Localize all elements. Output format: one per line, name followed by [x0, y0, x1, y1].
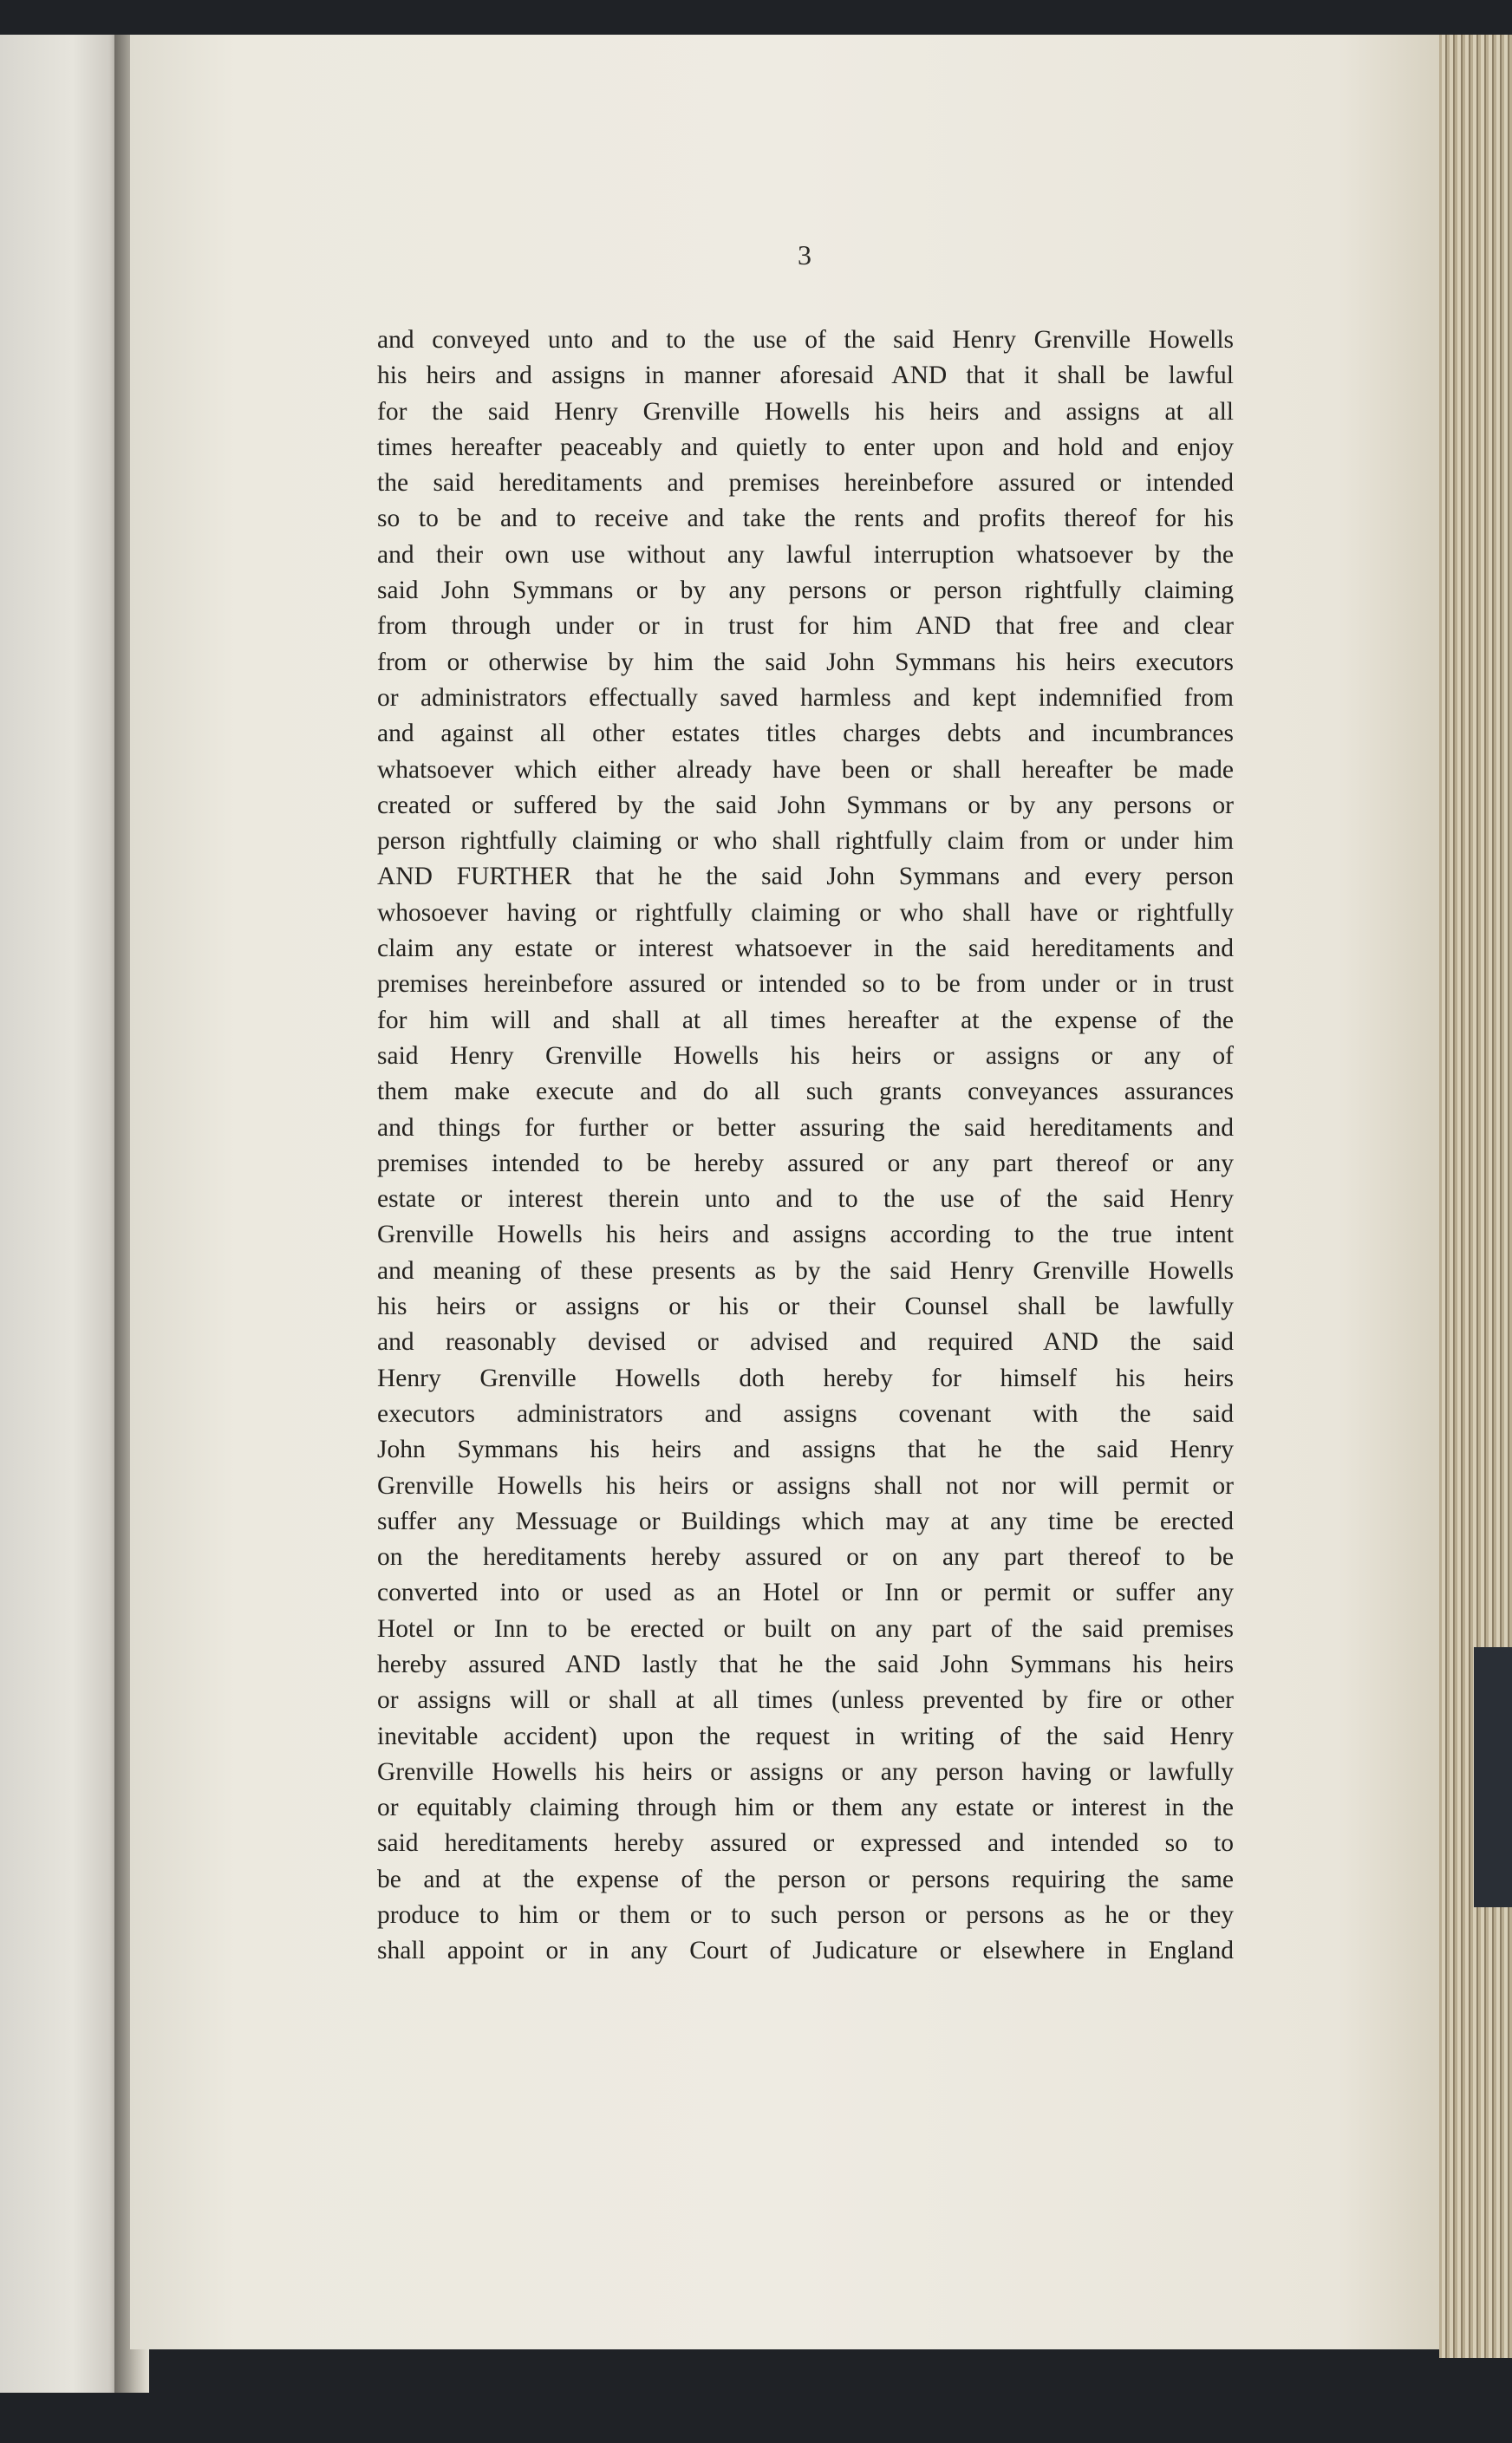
- text-line: or assigns will or shall at all times (unless prevented by fire or other: [377, 1686, 1234, 1715]
- text-line: on the hereditaments hereby assured or on any part thereof to be: [377, 1543, 1234, 1572]
- text-line: from or otherwise by him the said John Symmans his heirs executors: [377, 648, 1234, 676]
- text-line: from through under or in trust for him AND that free and clear: [377, 612, 1234, 641]
- text-line: them make execute and do all such grants conveyances assurances: [377, 1078, 1234, 1106]
- text-line: the said hereditaments and premises hereinbefore assured or intended: [377, 469, 1234, 498]
- text-line: Henry Grenville Howells doth hereby for himself his heirs: [377, 1364, 1234, 1392]
- text-line: and reasonably devised or advised and required AND the said: [377, 1328, 1234, 1357]
- text-line: suffer any Messuage or Buildings which may at any time be erected: [377, 1507, 1234, 1535]
- text-line: said Henry Grenville Howells his heirs or assigns or any of: [377, 1041, 1234, 1070]
- text-line: person rightfully claiming or who shall rightfully claim from or under him: [377, 827, 1234, 856]
- text-line: AND FURTHER that he the said John Symmans and every person: [377, 863, 1234, 891]
- text-line: Grenville Howells his heirs or assigns shall not nor will permit or: [377, 1471, 1234, 1500]
- text-line: converted into or used as an Hotel or Inn or permit or suffer any: [377, 1579, 1234, 1607]
- text-line: John Symmans his heirs and assigns that he the said Henry: [377, 1436, 1234, 1464]
- left-page-edge: [0, 35, 121, 2393]
- document-body: [377, 322, 1234, 1970]
- text-line: whatsoever which either already have been or shall hereafter be made: [377, 755, 1234, 784]
- binding-edge: [1474, 1647, 1512, 1907]
- text-line: claim any estate or interest whatsoever in the said hereditaments and: [377, 935, 1234, 963]
- text-line: and meaning of these presents as by the said Henry Grenville Howells: [377, 1256, 1234, 1285]
- text-line: his heirs or assigns or his or their Counsel shall be lawfully: [377, 1293, 1234, 1321]
- text-line: said hereditaments hereby assured or expressed and intended so to: [377, 1829, 1234, 1858]
- text-line: hereby assured AND lastly that he the said John Symmans his heirs: [377, 1650, 1234, 1678]
- text-line: estate or interest therein unto and to the use of the said Henry: [377, 1185, 1234, 1214]
- text-line: whosoever having or rightfully claiming or who shall have or rightfully: [377, 898, 1234, 927]
- text-line: and things for further or better assuring the said hereditaments and: [377, 1113, 1234, 1142]
- text-line: Grenville Howells his heirs or assigns or any person having or lawfully: [377, 1757, 1234, 1786]
- text-line: for him will and shall at all times hereafter at the expense of the: [377, 1006, 1234, 1034]
- text-line: times hereafter peaceably and quietly to enter upon and hold and enjoy: [377, 433, 1234, 461]
- text-line: and conveyed unto and to the use of the said Henry Grenville Howells: [377, 326, 1234, 354]
- text-line: so to be and to receive and take the rents and profits thereof for his: [377, 505, 1234, 533]
- text-line: premises intended to be hereby assured or any part thereof or any: [377, 1149, 1234, 1177]
- text-line: or equitably claiming through him or them any estate or interest in the: [377, 1794, 1234, 1822]
- text-line: shall appoint or in any Court of Judicature or elsewhere in England: [377, 1937, 1234, 1965]
- text-line: produce to him or them or to such person or persons as he or they: [377, 1901, 1234, 1930]
- text-line: be and at the expense of the person or persons requiring the same: [377, 1865, 1234, 1893]
- text-line: or administrators effectually saved harmless and kept indemnified from: [377, 683, 1234, 712]
- page-number: 3: [798, 239, 811, 270]
- text-line: Hotel or Inn to be erected or built on any part of the said premises: [377, 1614, 1234, 1643]
- text-line: inevitable accident) upon the request in writing of the said Henry: [377, 1722, 1234, 1750]
- page-edges: [1439, 35, 1512, 2358]
- text-line: for the said Henry Grenville Howells his heirs and assigns at all: [377, 397, 1234, 426]
- text-line: executors administrators and assigns covenant with the said: [377, 1399, 1234, 1428]
- text-line: and their own use without any lawful interruption whatsoever by the: [377, 540, 1234, 569]
- text-line: created or suffered by the said John Symmans or by any persons or: [377, 791, 1234, 819]
- text-line: his heirs and assigns in manner aforesaid AND that it shall be lawful: [377, 362, 1234, 390]
- text-line: and against all other estates titles charges debts and incumbrances: [377, 720, 1234, 748]
- text-line: said John Symmans or by any persons or person rightfully claiming: [377, 577, 1234, 605]
- text-line: premises hereinbefore assured or intended so to be from under or in trust: [377, 970, 1234, 999]
- text-line: Grenville Howells his heirs and assigns according to the true intent: [377, 1221, 1234, 1249]
